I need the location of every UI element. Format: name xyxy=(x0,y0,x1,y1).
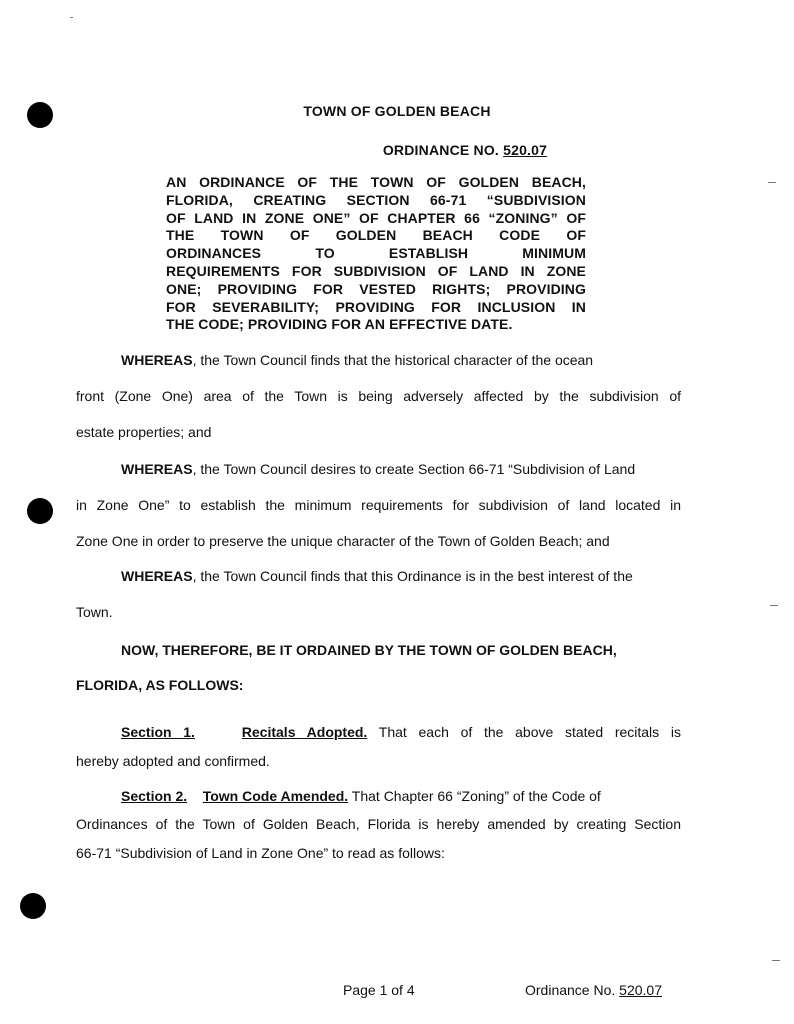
punch-hole-bottom xyxy=(20,893,46,919)
whereas-paragraph-3 xyxy=(76,568,681,620)
section-label: Section 2. xyxy=(121,788,188,804)
ordinance-number: 520.07 xyxy=(503,142,548,158)
abstract-line: THE TOWN OF GOLDEN BEACH CODE OF xyxy=(166,227,586,244)
paragraph-text: , the Town Council desires to create Section 66-71 “Subdivision of Land xyxy=(192,461,636,477)
abstract-line: FLORIDA, CREATING SECTION 66-71 “SUBDIVISION xyxy=(166,191,586,208)
section-heading: Town Code Amended. xyxy=(202,788,349,804)
enacting-clause xyxy=(76,642,681,693)
abstract-line: ORDINANCES TO ESTABLISH MINIMUM xyxy=(166,245,586,262)
whereas-paragraph-2 xyxy=(76,461,681,549)
scan-mark xyxy=(70,17,73,18)
abstract-line: REQUIREMENTS FOR SUBDIVISION OF LAND IN ZONE xyxy=(166,262,586,279)
ordinance-label: ORDINANCE NO. xyxy=(382,142,500,158)
whereas-keyword: WHEREAS xyxy=(121,568,193,584)
enacting-line: NOW, THEREFORE, BE IT ORDAINED BY THE TOWN OF GOLDEN BEACH, xyxy=(121,642,617,658)
enacting-line: FLORIDA, AS FOLLOWS: xyxy=(76,677,244,693)
section-label: Section 1. xyxy=(121,724,195,740)
paragraph-line xyxy=(76,788,681,804)
whereas-keyword: WHEREAS xyxy=(121,461,193,477)
abstract-line: FOR SEVERABILITY; PROVIDING FOR INCLUSION IN xyxy=(166,298,586,315)
footer-ordinance-label: Ordinance No. xyxy=(525,982,616,998)
paragraph-text: , the Town Council finds that this Ordinance is in the best interest of the xyxy=(192,568,633,584)
paragraph-line: Zone One in order to preserve the unique character of the Town of Golden Beach; and xyxy=(76,533,610,549)
punch-hole-middle xyxy=(27,498,53,524)
section-heading: Recitals Adopted. xyxy=(241,724,368,740)
abstract-line: OF LAND IN ZONE ONE” OF CHAPTER 66 “ZONING” OF xyxy=(166,209,586,226)
town-name: TOWN OF GOLDEN BEACH xyxy=(303,103,491,119)
paragraph-line: estate properties; and xyxy=(76,424,212,440)
footer-ordinance-number: 520.07 xyxy=(619,982,662,998)
section-2 xyxy=(76,788,681,861)
paragraph-text: , the Town Council finds that the historical character of the ocean xyxy=(192,352,594,368)
ordinance-title xyxy=(68,142,794,158)
scan-mark xyxy=(768,182,776,183)
paragraph-line: hereby adopted and confirmed. xyxy=(76,753,270,769)
paragraph-line: in Zone One” to establish the minimum requirements for subdivision of land located in xyxy=(76,497,681,513)
footer-page-number: Page 1 of 4 xyxy=(343,982,415,998)
paragraph-line xyxy=(76,568,681,584)
paragraph-line xyxy=(76,352,681,368)
paragraph-line xyxy=(76,724,681,740)
paragraph-line: Town. xyxy=(76,604,113,620)
whereas-keyword: WHEREAS xyxy=(121,352,193,368)
abstract-line: ONE; PROVIDING FOR VESTED RIGHTS; PROVIDING xyxy=(166,280,586,297)
paragraph-line xyxy=(76,461,681,477)
footer-ordinance xyxy=(525,982,662,998)
abstract-line: AN ORDINANCE OF THE TOWN OF GOLDEN BEACH, xyxy=(166,174,586,190)
section-1 xyxy=(76,724,681,769)
paragraph-text: That Chapter 66 “Zoning” of the Code of xyxy=(348,788,601,804)
town-title xyxy=(0,103,794,119)
ordinance-abstract xyxy=(166,174,586,334)
paragraph-line: 66-71 “Subdivision of Land in Zone One” to read as follows: xyxy=(76,845,445,861)
paragraph-line: Ordinances of the Town of Golden Beach, Florida is hereby amended by creating Section xyxy=(76,816,681,832)
paragraph-text: That each of the above stated recitals is xyxy=(367,724,681,740)
abstract-line: THE CODE; PROVIDING FOR AN EFFECTIVE DATE. xyxy=(166,316,513,333)
scan-mark xyxy=(772,960,780,961)
whereas-paragraph-1 xyxy=(76,352,681,440)
paragraph-line: front (Zone One) area of the Town is being adversely affected by the subdivision of xyxy=(76,388,681,404)
scan-mark xyxy=(770,605,778,606)
